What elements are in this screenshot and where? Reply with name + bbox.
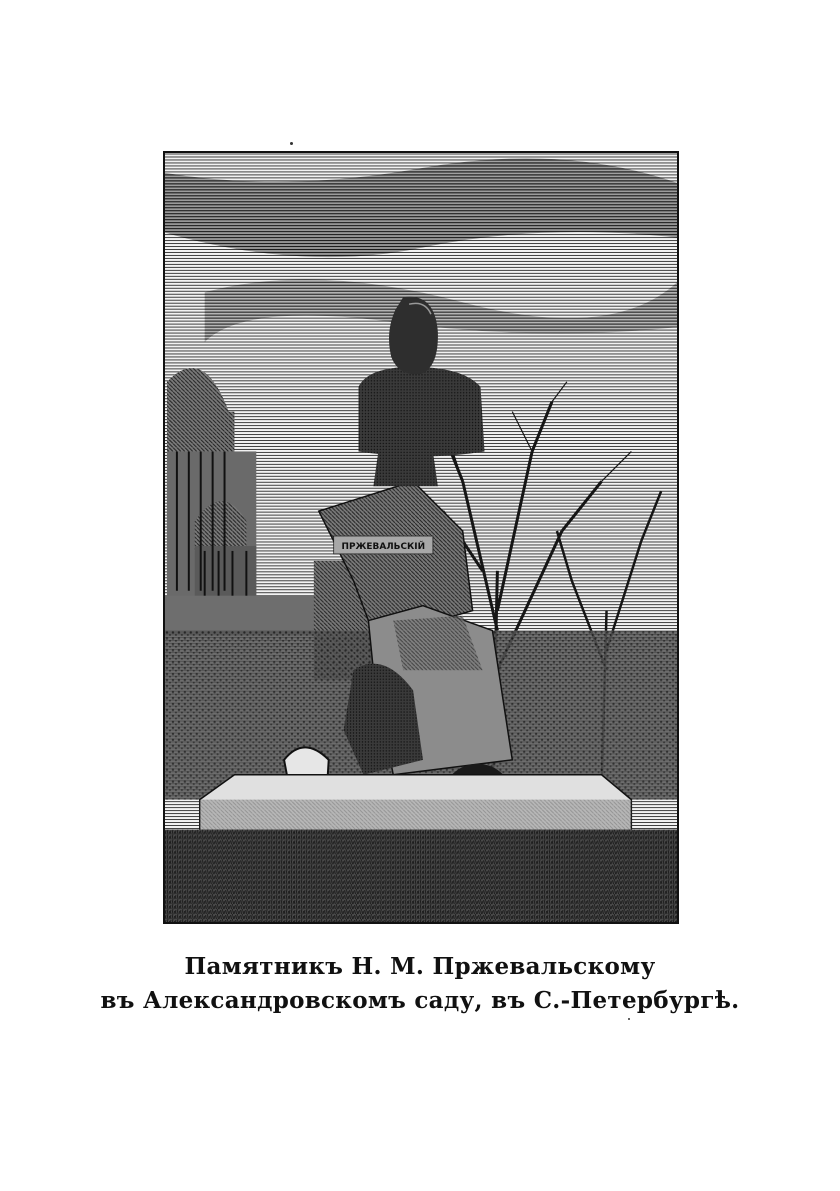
plinth-inscription: ПРЖЕВАЛЬСКІЙ: [341, 541, 426, 552]
caption-line-1: Памятникъ Н. М. Пржевальскому: [184, 953, 656, 980]
figure-caption: [0, 950, 840, 1018]
print-speck: [628, 1018, 630, 1020]
caption-line-2: въ Александровскомъ саду, въ С.-Петербургѣ.: [100, 987, 740, 1014]
print-speck: [290, 142, 293, 145]
engraving-plate: [163, 151, 679, 924]
monument-engraving: [165, 153, 677, 922]
